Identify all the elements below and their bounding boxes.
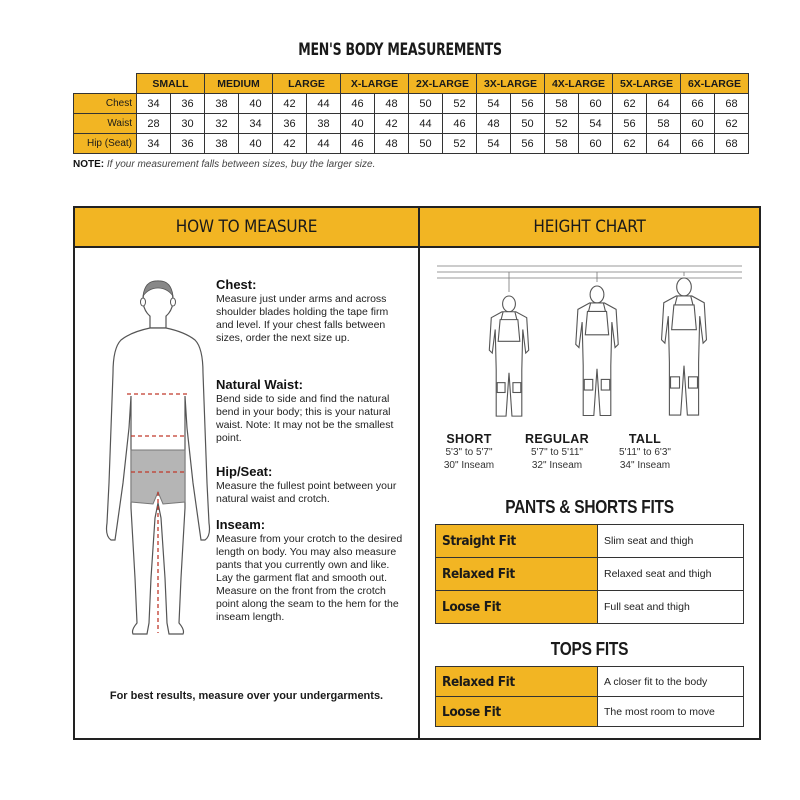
measurement-row <box>74 134 749 154</box>
measurement-cell: 48 <box>375 134 409 154</box>
measurement-cell: 36 <box>273 114 307 134</box>
measurement-cell: 42 <box>273 94 307 114</box>
fit-name: Relaxed Fit <box>436 558 598 591</box>
height-inseam: 34" Inseam <box>619 460 671 471</box>
height-inseam: 30" Inseam <box>443 460 495 471</box>
measure-instruction-text: Measure just under arms and across shoulder blades holding the tape firm and level. If your chest falls between sizes, order the next size up. <box>216 293 389 344</box>
fit-description: Slim seat and thigh <box>598 525 744 558</box>
pants-fits-heading: PANTS & SHORTS FITS <box>505 497 674 517</box>
fit-name: Loose Fit <box>436 697 598 727</box>
size-header: SMALL <box>137 74 205 94</box>
fit-description: Full seat and thigh <box>598 591 744 624</box>
measurement-cell: 46 <box>341 134 375 154</box>
measurement-cell: 38 <box>205 134 239 154</box>
measure-instruction-title: Chest: <box>216 277 257 292</box>
measure-instruction <box>216 518 406 624</box>
measurement-cell: 66 <box>681 94 715 114</box>
measurement-cell: 40 <box>341 114 375 134</box>
measurement-cell: 68 <box>715 134 749 154</box>
measurement-cell: 42 <box>273 134 307 154</box>
worker-figure-icon <box>662 278 707 415</box>
fit-description: A closer fit to the body <box>598 667 744 697</box>
body-figure-icon <box>101 278 216 673</box>
measurement-cell: 48 <box>477 114 511 134</box>
measurement-cell: 32 <box>205 114 239 134</box>
measurement-cell: 52 <box>443 94 477 114</box>
height-chart-heading: HEIGHT CHART <box>420 208 759 248</box>
note-text: If your measurement falls between sizes, buy the larger size. <box>106 159 376 170</box>
measurement-cell: 50 <box>409 134 443 154</box>
measure-instruction <box>216 378 406 445</box>
measurement-cell: 66 <box>681 134 715 154</box>
fit-row <box>436 558 744 591</box>
height-column <box>424 432 514 472</box>
fit-row <box>436 525 744 558</box>
measurement-cell: 60 <box>579 134 613 154</box>
height-name: SHORT <box>446 432 492 446</box>
measurement-cell: 50 <box>511 114 545 134</box>
measurement-row <box>74 114 749 134</box>
size-header: 6X-LARGE <box>681 74 749 94</box>
size-header: 3X-LARGE <box>477 74 545 94</box>
measurement-cell: 54 <box>477 134 511 154</box>
measurement-cell: 38 <box>307 114 341 134</box>
fit-name: Straight Fit <box>436 525 598 558</box>
measure-instruction-text: Bend side to side and find the natural bend in your body; this is your natural waist. Note: It may not be the smallest point. <box>216 393 394 444</box>
height-column <box>512 432 602 472</box>
height-name: REGULAR <box>525 432 589 446</box>
height-inseam: 32" Inseam <box>531 460 583 471</box>
measurement-cell: 52 <box>443 134 477 154</box>
measurement-cell: 34 <box>137 94 171 114</box>
fit-description: Relaxed seat and thigh <box>598 558 744 591</box>
measure-instruction-text: Measure from your crotch to the desired length on body. You may also measure pants that you currently own and like. Lay the garment flat and smooth out. Measure on the front from the crotch point along the seam to the hem for the inseam length. <box>216 533 403 623</box>
size-header: 2X-LARGE <box>409 74 477 94</box>
measurement-row-label: Hip (Seat) <box>74 134 137 154</box>
size-header: 5X-LARGE <box>613 74 681 94</box>
measurement-cell: 62 <box>613 94 647 114</box>
measure-instruction-title: Natural Waist: <box>216 377 303 392</box>
size-header: LARGE <box>273 74 341 94</box>
measurement-cell: 28 <box>137 114 171 134</box>
tops-fits-table <box>435 666 744 727</box>
measurement-cell: 64 <box>647 134 681 154</box>
measurement-cell: 62 <box>715 114 749 134</box>
measurement-cell: 34 <box>239 114 273 134</box>
measurement-row <box>74 94 749 114</box>
measurement-cell: 54 <box>477 94 511 114</box>
measurement-cell: 40 <box>239 94 273 114</box>
size-note <box>73 159 375 170</box>
size-header: MEDIUM <box>205 74 273 94</box>
measurement-row-label: Waist <box>74 114 137 134</box>
measurement-cell: 40 <box>239 134 273 154</box>
measurement-cell: 56 <box>613 114 647 134</box>
measure-instruction-title: Inseam: <box>216 517 266 532</box>
measurement-cell: 52 <box>545 114 579 134</box>
fit-row <box>436 697 744 727</box>
page-title: MEN'S BODY MEASUREMENTS <box>298 40 502 60</box>
panel-divider <box>418 208 420 738</box>
height-range: 5'7" to 5'11" <box>531 447 583 458</box>
fit-description: The most room to move <box>598 697 744 727</box>
size-header: 4X-LARGE <box>545 74 613 94</box>
pants-fits-table <box>435 524 744 624</box>
measure-instruction <box>216 278 406 345</box>
worker-figure-icon <box>489 296 528 416</box>
fit-name: Relaxed Fit <box>436 667 598 697</box>
fit-row <box>436 591 744 624</box>
note-label: NOTE: <box>73 159 105 170</box>
worker-figure-icon <box>576 286 618 416</box>
measure-instruction-title: Hip/Seat: <box>216 464 273 479</box>
measurement-cell: 64 <box>647 94 681 114</box>
height-range: 5'3" to 5'7" <box>445 447 493 458</box>
height-chart-illustration <box>437 258 742 428</box>
measurement-cell: 50 <box>409 94 443 114</box>
measurement-cell: 44 <box>307 134 341 154</box>
height-name: TALL <box>628 432 662 446</box>
fit-name: Loose Fit <box>436 591 598 624</box>
measurement-cell: 44 <box>409 114 443 134</box>
measurement-cell: 30 <box>171 114 205 134</box>
corner-cell <box>74 74 137 94</box>
measurement-cell: 56 <box>511 94 545 114</box>
measurement-cell: 36 <box>171 94 205 114</box>
tops-fits-heading: TOPS FITS <box>550 639 629 659</box>
measurement-cell: 36 <box>171 134 205 154</box>
size-header: X-LARGE <box>341 74 409 94</box>
measurement-cell: 62 <box>613 134 647 154</box>
measurement-cell: 60 <box>579 94 613 114</box>
measure-instruction <box>216 465 406 506</box>
measurement-cell: 48 <box>375 94 409 114</box>
measurement-cell: 56 <box>511 134 545 154</box>
measurement-row-label: Chest <box>74 94 137 114</box>
measurement-cell: 46 <box>341 94 375 114</box>
measurement-cell: 60 <box>681 114 715 134</box>
measurement-cell: 58 <box>647 114 681 134</box>
height-column <box>600 432 690 472</box>
best-results-note: For best results, measure over your undergarments. <box>109 690 384 702</box>
size-table <box>73 73 749 154</box>
fit-row <box>436 667 744 697</box>
measurement-cell: 34 <box>137 134 171 154</box>
measure-panel <box>73 206 761 740</box>
measurement-cell: 46 <box>443 114 477 134</box>
size-header-row <box>74 74 749 94</box>
measurement-cell: 38 <box>205 94 239 114</box>
measure-instruction-text: Measure the fullest point between your natural waist and crotch. <box>216 480 397 505</box>
measurement-cell: 58 <box>545 94 579 114</box>
measurement-cell: 58 <box>545 134 579 154</box>
measurement-cell: 42 <box>375 114 409 134</box>
height-range: 5'11" to 6'3" <box>619 447 671 458</box>
measurement-cell: 54 <box>579 114 613 134</box>
measurement-cell: 68 <box>715 94 749 114</box>
measurement-cell: 44 <box>307 94 341 114</box>
how-to-measure-heading: HOW TO MEASURE <box>75 208 418 248</box>
